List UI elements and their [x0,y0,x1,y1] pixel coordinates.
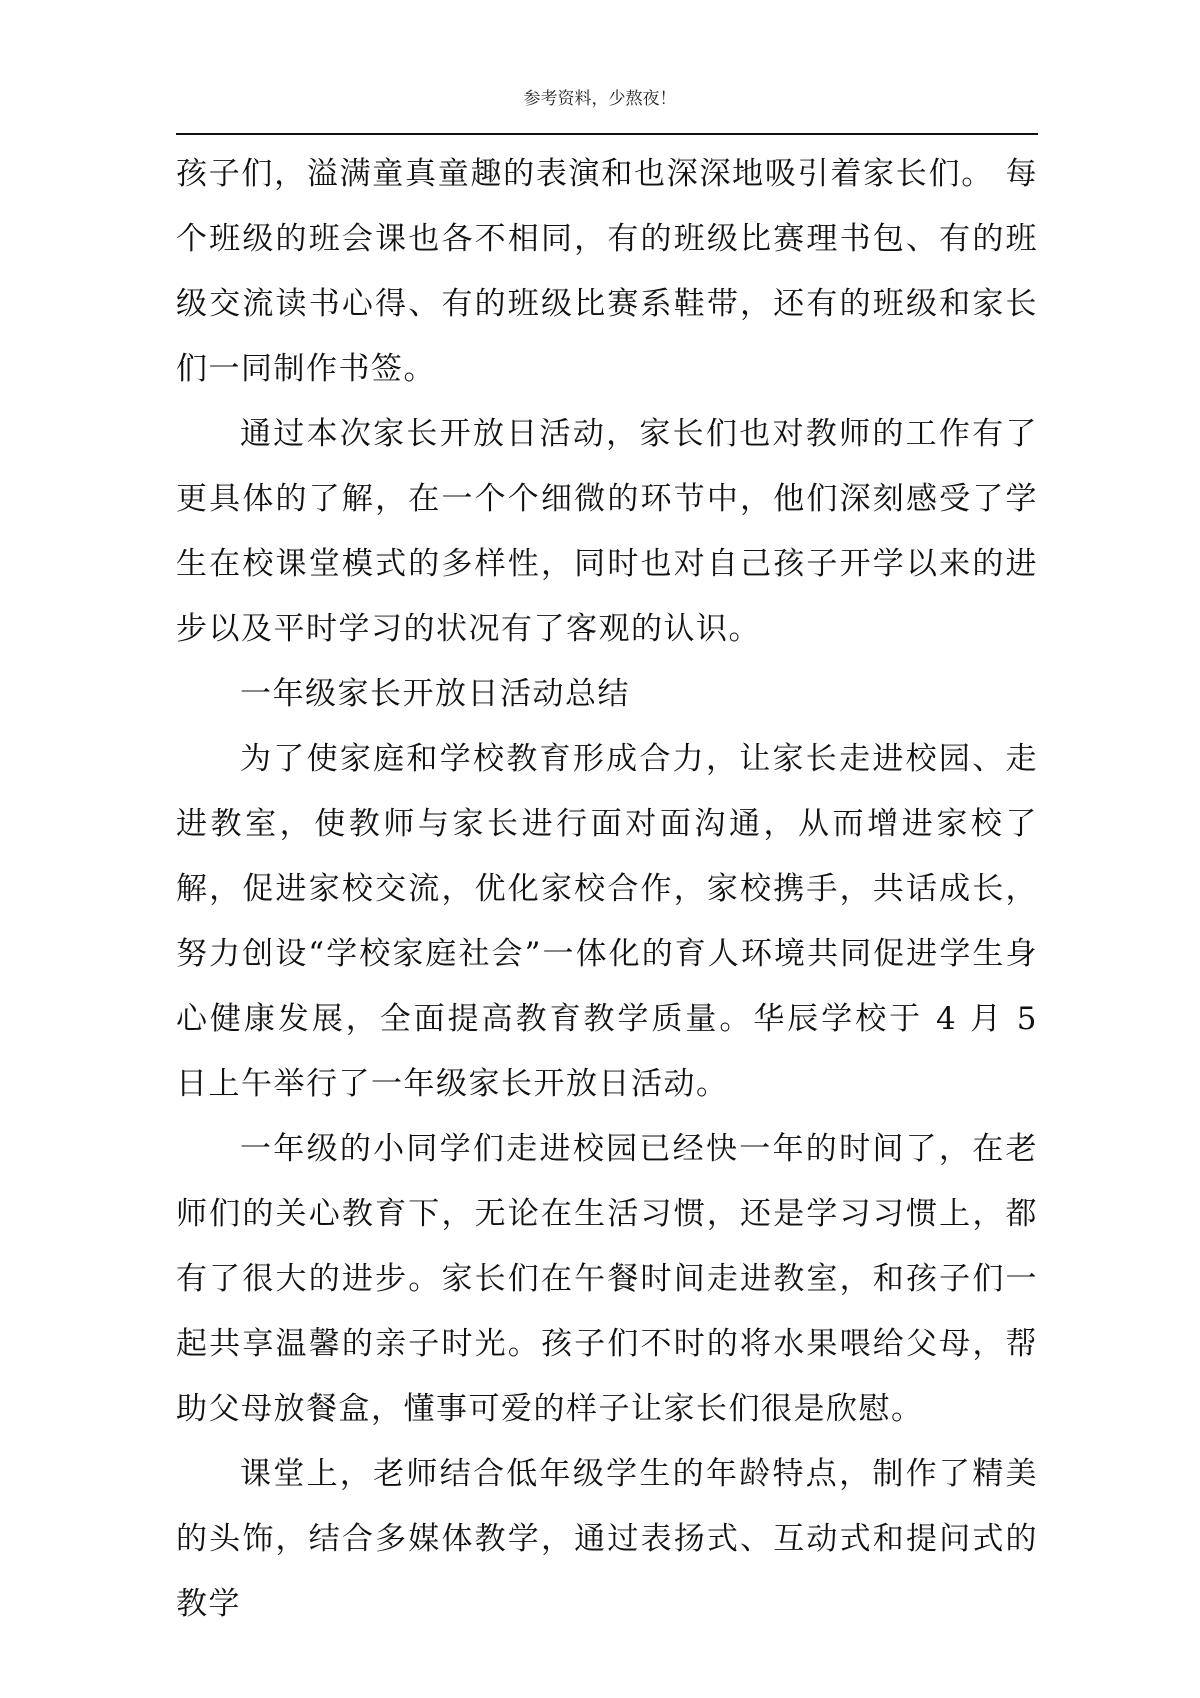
page-header: 参考资料，少熬夜！ [523,89,677,109]
document-body [176,142,1038,1637]
paragraph-open-day-summary: 通过本次家长开放日活动，家长们也对教师的工作有了更具体的了解，在一个个细微的环节中，他们深刻感受了学生在校课堂模式的多样性，同时也对自己孩子开学以来的进步以及平时学习的状况有了客观的认识。 [176,416,1038,647]
paragraph-classroom: 课堂上，老师结合低年级学生的年龄特点，制作了精美的头饰，结合多媒体教学，通过表扬式、互动式和提问式的教学 [176,1456,1038,1622]
paragraph-continuation: 孩子们，溢满童真童趣的表演和也深深地吸引着家长们。 每个班级的班会课也各不相同，有的班级比赛理书包、有的班级交流读书心得、有的班级比赛系鞋带，还有的班级和家长们一同制作书签。 [176,156,1038,387]
paragraph-progress: 一年级的小同学们走进校园已经快一年的时间了，在老师们的关心教育下，无论在生活习惯，还是学习习惯上，都有了很大的进步。家长们在午餐时间走进教室，和孩子们一起共享温馨的亲子时光。孩子们不时的将水果喂给父母，帮助父母放餐盒，懂事可爱的样子让家长们很是欣慰。 [176,1131,1038,1427]
section-title: 一年级家长开放日活动总结 [240,676,630,712]
header-divider [176,133,1038,135]
paragraph-purpose: 为了使家庭和学校教育形成合力，让家长走进校园、走进教室，使教师与家长进行面对面沟通，从而增进家校了解，促进家校交流，优化家校合作，家校携手，共话成长，努力创设“学校家庭社会”一体化的育人环境共同促进学生身心健康发展，全面提高教育教学质量。华辰学校于 4 月 5 日上午举行了一年级家长开放日活动。 [176,741,1038,1102]
